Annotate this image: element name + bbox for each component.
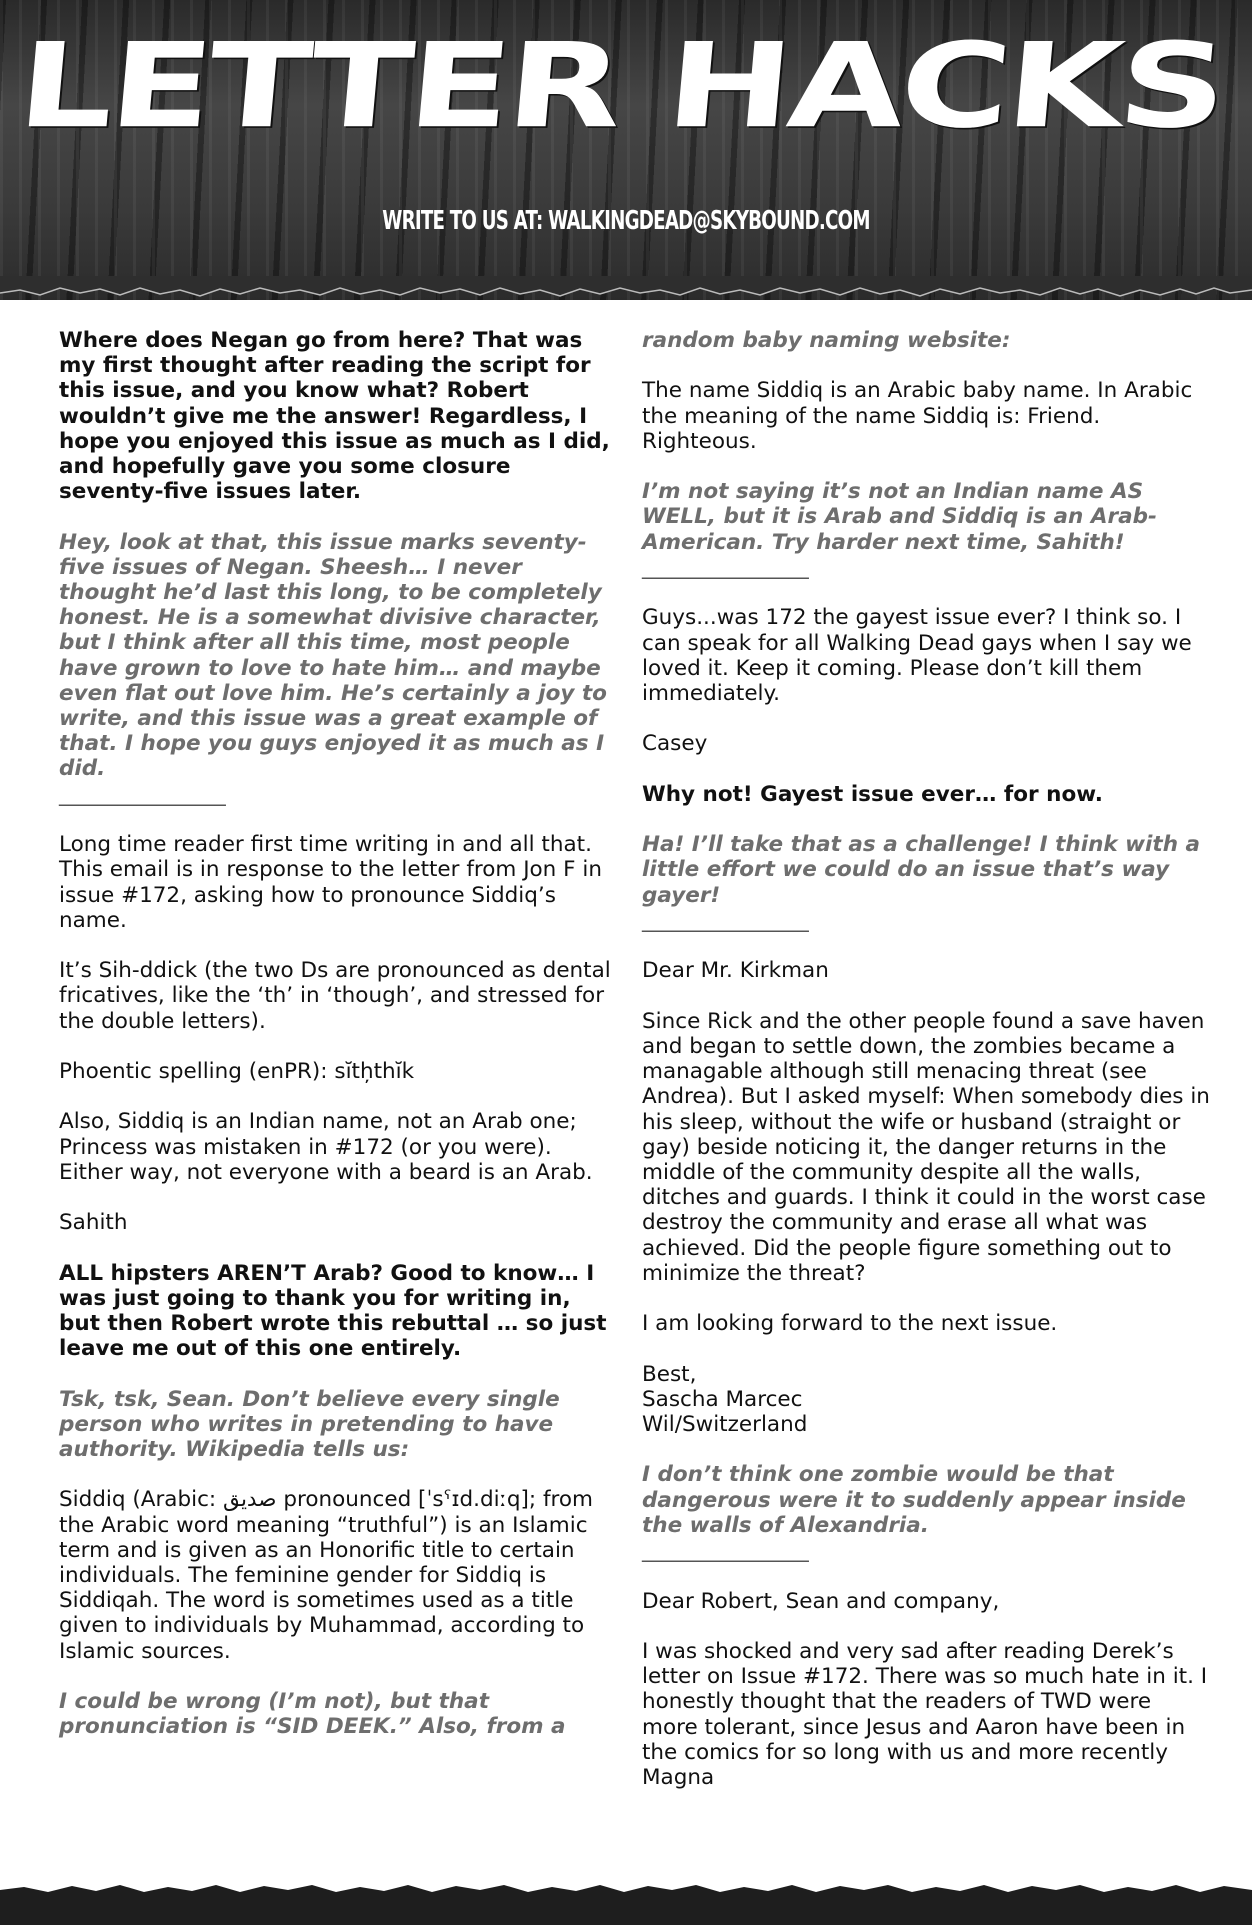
divider: _________________ bbox=[59, 781, 225, 807]
right-column bbox=[642, 328, 1212, 1815]
letter-paragraph: Long time reader first time writing in and all that. This email is in response to the letter from Jon F in issue #172, asking how to pronounce Siddiq’s name. bbox=[59, 832, 602, 933]
torn-edge-decoration bbox=[0, 276, 1252, 306]
footer-bar bbox=[0, 1892, 1252, 1925]
letter-paragraph: Also, Siddiq is an Indian name, not an Arab one; Princess was mistaken in #172 (or you were). Either way, not everyone with a beard is an Arab. bbox=[59, 1109, 593, 1185]
editor-reply: I could be wrong (I’m not), but that pronunciation is “SID DEEK.” Also, from a bbox=[59, 1689, 566, 1740]
letter-paragraph: Guys...was 172 the gayest issue ever? I think so. I can speak for all Walking Dead gays when I say we loved it. Keep it coming. Please don’t kill them immediately. bbox=[642, 605, 1192, 706]
editor-reply: Ha! I’ll take that as a challenge! I think with a little effort we could do an issue that’s way gayer! bbox=[642, 832, 1200, 908]
letter-paragraph: I am looking forward to the next issue. bbox=[642, 1311, 1058, 1337]
editor-reply: I’m not saying it’s not an Indian name AS WELL, but it is Arab and Siddiq is an Arab-American. Try harder next time, Sahith! bbox=[642, 479, 1157, 555]
letter-paragraph: I was shocked and very sad after reading Derek’s letter on Issue #172. There was so much hate in it. I honestly thought that the readers of TWD were more tolerant, since Jesus and Aaron have been in the comics for so long with us and more recently Magna bbox=[642, 1638, 1208, 1790]
letter-paragraph: Dear Robert, Sean and company, bbox=[642, 1588, 1000, 1614]
letter-paragraph: Sahith bbox=[59, 1210, 128, 1236]
letter-paragraph: Best, Sascha Marcec Wil/Switzerland bbox=[642, 1361, 808, 1437]
letter-paragraph: Since Rick and the other people found a save haven and began to settle down, the zombies became a managable although still menacing threat (see Andrea). But I asked myself: When somebody dies in his sleep, without the wife or husband (straight or gay) beside noticing it, the danger returns in the middle of the community despite all the walls, ditches and guards. I think it could in the worst case destroy the community and erase all what was achieved. Did the people figure something out to minimize the threat? bbox=[642, 1008, 1210, 1286]
divider: _________________ bbox=[642, 554, 808, 580]
left-column bbox=[59, 328, 619, 1765]
editor-reply: Hey, look at that, this issue marks seventy-five issues of Negan. Sheesh… I never thought he’d last this long, to be completely honest. He is a somewhat divisive character, but I think after all this time, most people have grown to love to hate him… and maybe even flat out love him. He’s certainly a joy to write, and this issue was a great example of that. I hope you guys enjoyed it as much as I did. bbox=[59, 529, 607, 782]
letter-paragraph: Casey bbox=[642, 731, 708, 757]
letter-paragraph: Siddiq (Arabic: صدیق pronounced [ˈsˤɪd.diːq]; from the Arabic word meaning “truthful”) is an Islamic term and is given as an Honorific title to certain individuals. The feminine gender for Siddiq is Siddiqah. The word is sometimes used as a title given to individuals by Muhammad, according to Islamic sources. bbox=[59, 1487, 593, 1664]
editor-note: Where does Negan go from here? That was my first thought after reading the script for this issue, and you know what? Robert wouldn’t give me the answer! Regardless, I hope you enjoyed this issue as much as I did, and hopefully gave you some closure seventy-five issues later. bbox=[59, 328, 610, 505]
page-title: LETTER HACKS bbox=[12, 18, 1229, 155]
contact-line: WRITE TO US AT: WALKINGDEAD@SKYBOUND.COM bbox=[382, 206, 870, 236]
letter-paragraph: The name Siddiq is an Arabic baby name. In Arabic the meaning of the name Siddiq is: Friend. Righteous. bbox=[642, 378, 1193, 454]
divider: _________________ bbox=[642, 907, 808, 933]
letter-paragraph: Phoentic spelling (enPR): sĭth̦thĭk bbox=[59, 1059, 415, 1085]
letter-paragraph: It’s Sih-ddick (the two Ds are pronounced as dental fricatives, like the ‘th’ in ‘though’, and stressed for the double letters). bbox=[59, 958, 611, 1034]
letter-paragraph: Dear Mr. Kirkman bbox=[642, 958, 829, 984]
editor-note: Why not! Gayest issue ever… for now. bbox=[642, 781, 1103, 807]
editor-reply: Tsk, tsk, Sean. Don’t believe every single person who writes in pretending to have authority. Wikipedia tells us: bbox=[59, 1386, 560, 1462]
header-banner bbox=[0, 0, 1252, 300]
editor-reply: random baby naming website: bbox=[642, 328, 1011, 353]
editor-note: ALL hipsters AREN’T Arab? Good to know… I was just going to thank you for writing in, but then Robert wrote this rebuttal … so just leave me out of this one entirely. bbox=[59, 1260, 607, 1362]
divider: _________________ bbox=[642, 1538, 808, 1564]
editor-reply: I don’t think one zombie would be that dangerous were it to suddenly appear inside the walls of Alexandria. bbox=[642, 1462, 1186, 1538]
